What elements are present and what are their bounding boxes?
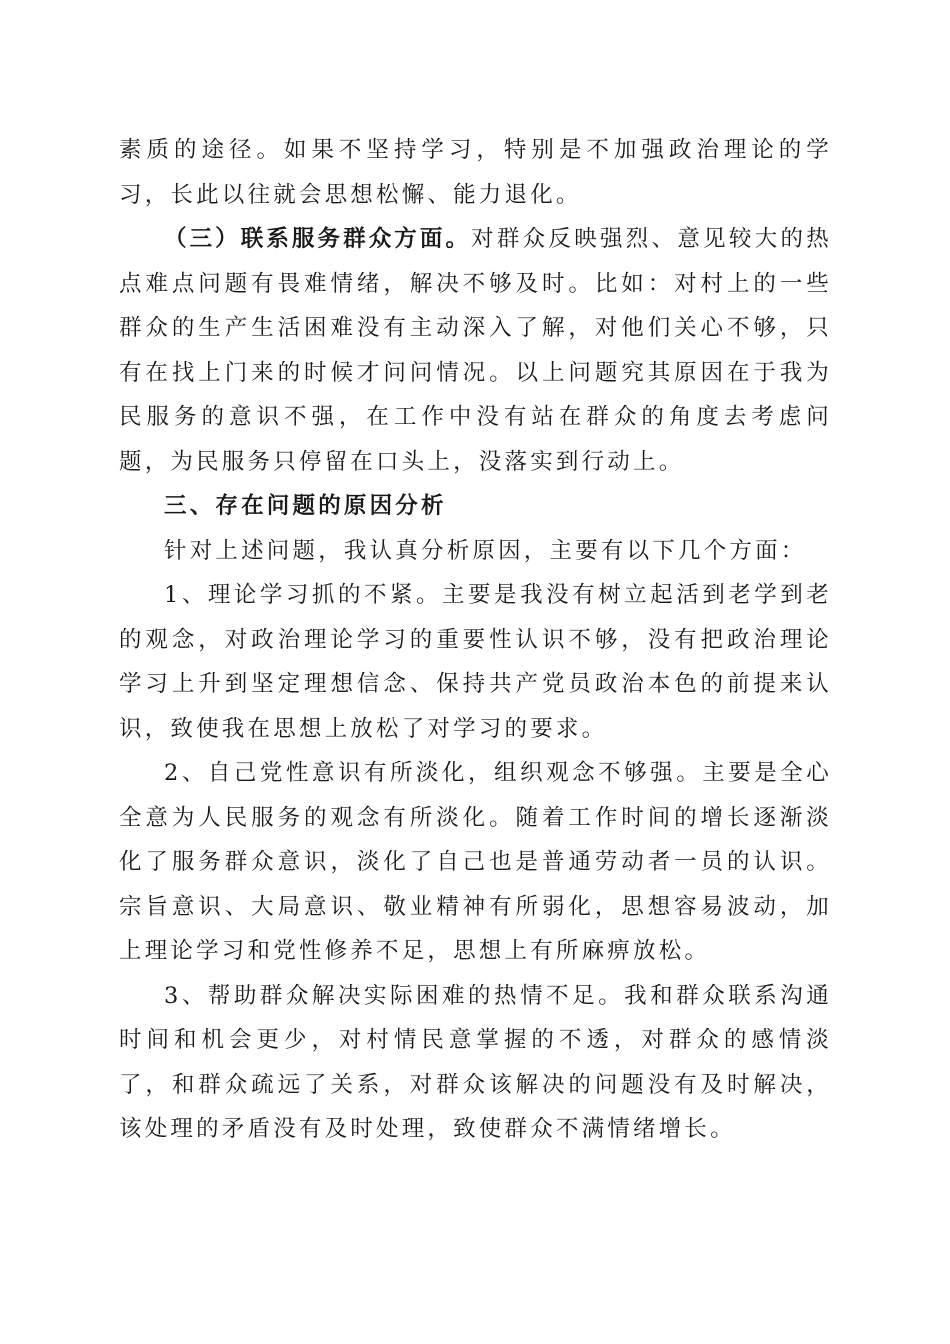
paragraph-item-3: 3、帮助群众解决实际困难的热情不足。我和群众联系沟通时间和机会更少，对村情民意掌握的不透，对群众的感情淡了，和群众疏远了关系，对群众该解决的问题没有及时解决，该处理的矛盾没有及时处理，致使群众不满情绪增长。 <box>119 982 832 1142</box>
paragraph-intro: 针对上述问题，我认真分析原因，主要有以下几个方面： <box>164 537 807 564</box>
paragraph-section-three <box>119 217 832 484</box>
paragraph-item-1: 1、理论学习抓的不紧。主要是我没有树立起活到老学到老的观念，对政治理论学习的重要性认识不够，没有把政治理论学习上升到坚定理想信念、保持共产党员政治本色的前提来认识，致使我在思想上放松了对学习的要求。 <box>119 582 832 742</box>
section-lead-heading: （三）联系服务群众方面。 <box>164 226 472 252</box>
paragraph-continuation: 素质的途径。如果不坚持学习，特别是不加强政治理论的学习，长此以往就会思想松懈、能力退化。 <box>119 137 832 208</box>
document-body <box>119 128 832 1152</box>
paragraph-item-2: 2、自己党性意识有所淡化，组织观念不够强。主要是全心全意为人民服务的观念有所淡化。随着工作时间的增长逐渐淡化了服务群众意识，淡化了自己也是普通劳动者一员的认识。宗旨意识、大局意识、敬业精神有所弱化，思想容易波动，加上理论学习和党性修养不足，思想上有所麻痹放松。 <box>119 760 832 964</box>
chapter-heading: 三、存在问题的原因分析 <box>164 493 447 519</box>
section-body-text: 对群众反映强烈、意见较大的热点难点问题有畏难情绪，解决不够及时。比如：对村上的一些群众的生产生活困难没有主动深入了解，对他们关心不够，只有在找上门来的时候才问问情况。以上问题究其原因在于我为民服务的意识不强，在工作中没有站在群众的角度去考虑问题，为民服务只停留在口头上，没落实到行动上。 <box>119 226 832 475</box>
